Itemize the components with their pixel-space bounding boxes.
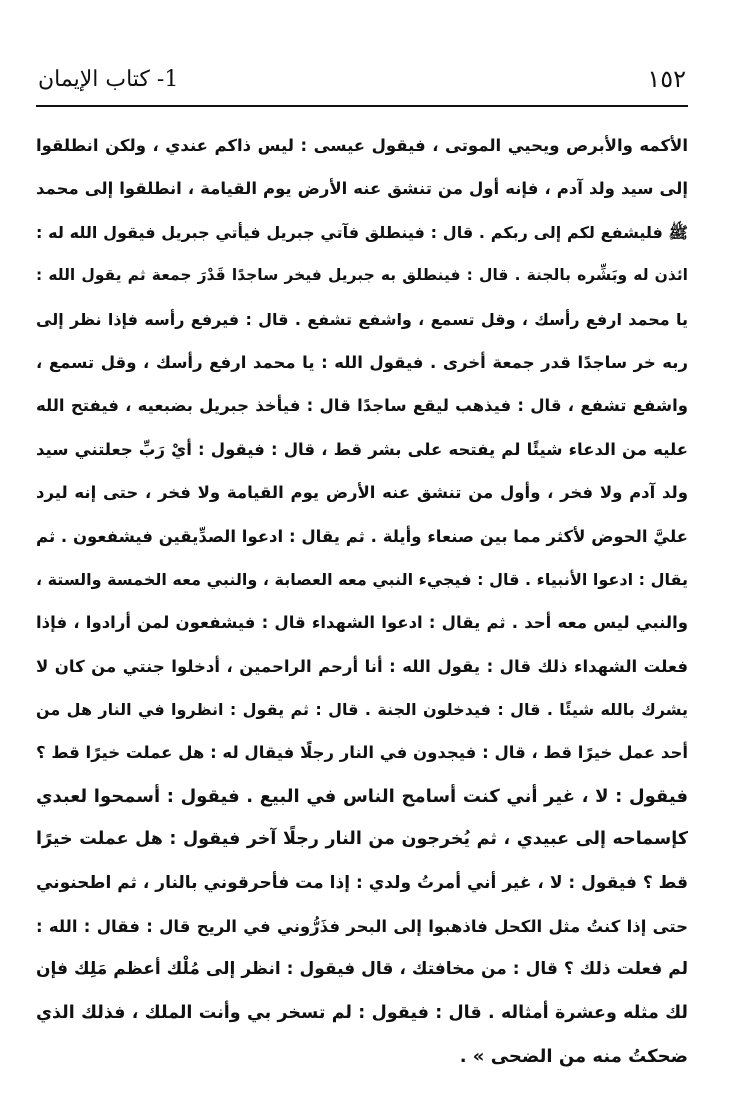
text-line: واشفع تشفع ، قال : فيذهب ليقع ساجدًا قال : فيأخذ جبريل بضبعيه ، فيفتح الله bbox=[36, 396, 688, 416]
text-line: يقال : ادعوا الأنبياء . قال : فيجيء النبي معه العصابة ، والنبي معه الخمسة والستة ، bbox=[36, 569, 688, 589]
body-text bbox=[36, 124, 688, 1079]
text-line: كإسماحه إلى عبيدي ، ثم يُخرجون من النار رجلًا آخر فيقول : هل عملت خيرًا bbox=[36, 829, 688, 850]
text-line: لم فعلت ذلك ؟ قال : من مخافتك ، قال فيقول : انظر إلى مُلْك أعظم مَلِك فإن bbox=[36, 959, 688, 980]
text-line: فعلت الشهداء ذلك قال : يقول الله : أنا أرحم الراحمين ، أدخلوا جنتي من كان لا bbox=[36, 656, 688, 676]
page-header bbox=[38, 62, 686, 96]
text-line: يا محمد ارفع رأسك ، وقل تسمع ، واشفع تشفع . قال : فيرفع رأسه فإذا نظر إلى bbox=[36, 309, 688, 329]
text-line: ﷺ فليشفع لكم إلى ربكم . قال : فينطلق فآتي جبريل فيأتي جبريل فيقول الله له : bbox=[36, 222, 688, 242]
text-line: ولد آدم ولا فخر ، وأول من تنشق عنه الأرض يوم القيامة ولا فخر ، حتى إنه ليرد bbox=[36, 483, 688, 503]
text-line: ربه خر ساجدًا قدر جمعة أخرى . فيقول الله : يا محمد ارفع رأسك ، وقل تسمع ، bbox=[36, 352, 688, 372]
text-line: ائذن له وبَشِّره بالجنة . قال : فينطلق به جبريل فيخر ساجدًا قَدْرَ جمعة ثم يقول الله : bbox=[36, 266, 688, 285]
text-line: حتى إذا كنتُ مثل الكحل فاذهبوا إلى البحر فذَرُّوني في الريح قال : فقال : الله : bbox=[36, 917, 688, 937]
text-line: عليه من الدعاء شيئًا لم يفتحه على بشر قط ، قال : فيقول : أيْ رَبِّ جعلتني سيد bbox=[36, 439, 688, 459]
chapter-title: 1- كتاب الإيمان bbox=[38, 66, 179, 92]
text-line: يشرك بالله شيئًا . قال : فيدخلون الجنة . قال : ثم يقول : انظروا في النار هل من bbox=[36, 700, 688, 720]
page-number: ١٥٢ bbox=[647, 65, 686, 93]
text-line: لك مثله وعشرة أمثاله . قال : فيقول : لم تسخر بي وأنت الملك ، فذلك الذي bbox=[36, 1002, 688, 1023]
text-line: إلى سيد ولد آدم ، فإنه أول من تنشق عنه الأرض يوم القيامة ، انطلقوا إلى محمد bbox=[36, 179, 688, 199]
text-line: ضحكتُ منه من الضحى » . bbox=[459, 1046, 688, 1068]
text-line: والنبي ليس معه أحد . ثم يقال : ادعوا الشهداء قال : فيشفعون لمن أرادوا ، فإذا bbox=[36, 613, 688, 633]
text-line: أحد عمل خيرًا قط ، قال : فيجدون في النار رجلًا فيقال له : هل عملت خيرًا قط ؟ bbox=[36, 743, 688, 763]
text-line: فيقول : لا ، غير أني كنت أسامح الناس في البيع . فيقول : أسمحوا لعبدي bbox=[36, 785, 688, 807]
header-divider bbox=[36, 105, 688, 107]
text-line: الأكمه والأبرص ويحيي الموتى ، فيقول عيسى : ليس ذاكم عندي ، ولكن انطلقوا bbox=[36, 136, 688, 155]
text-line: قط ؟ فيقول : لا ، غير أني أمرتُ ولدي : إذا مت فأحرقوني بالنار ، ثم اطحنوني bbox=[36, 872, 688, 893]
text-line: عليَّ الحوض لأكثر مما بين صنعاء وأيلة . ثم يقال : ادعوا الصدِّيقين فيشفعون . ثم bbox=[36, 526, 688, 546]
